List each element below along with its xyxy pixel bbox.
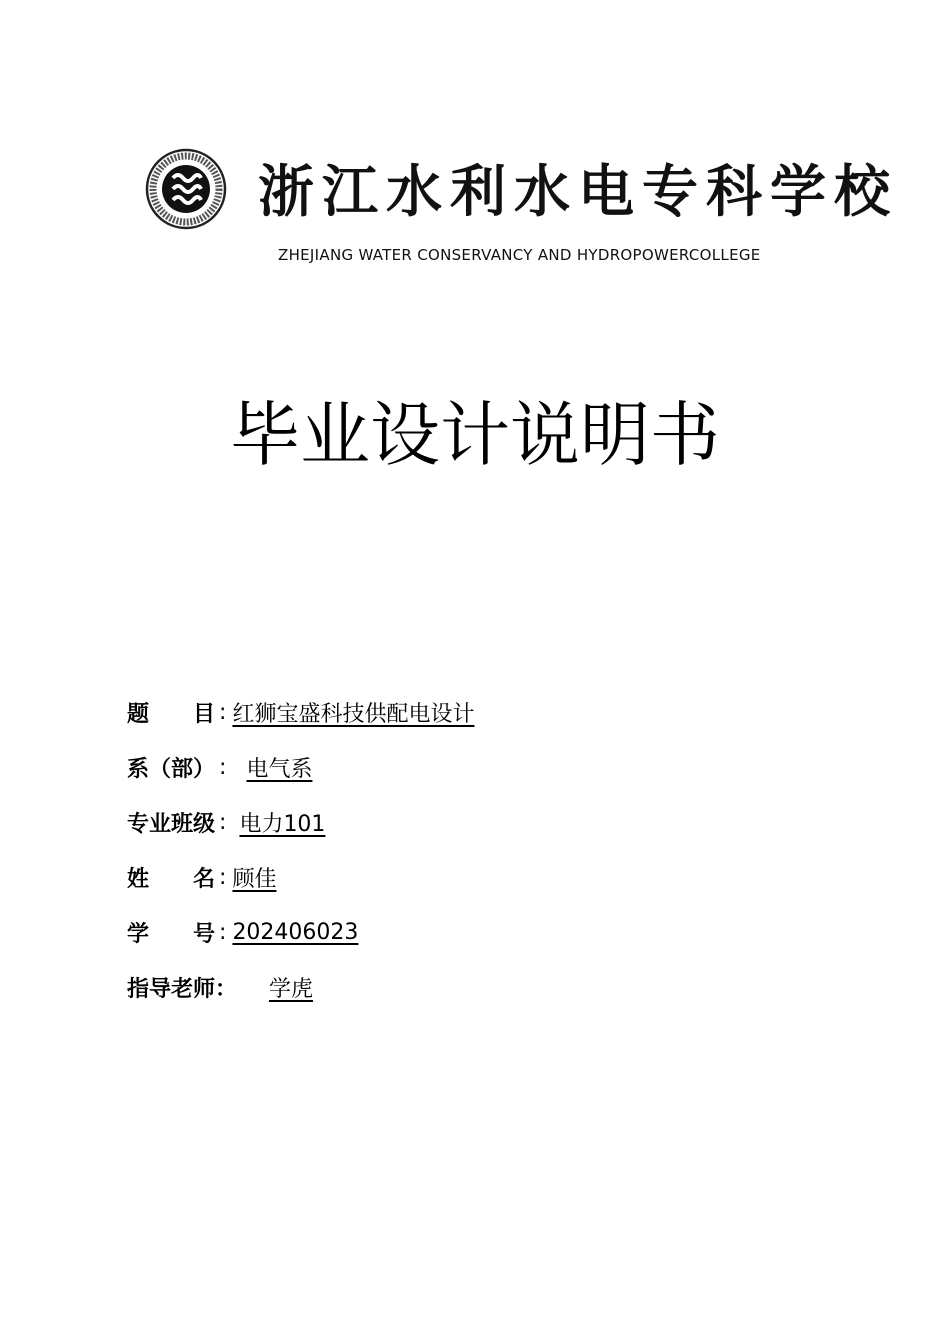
department-value: 电气系 <box>246 757 313 782</box>
advisor-value: 学虎 <box>269 977 314 1002</box>
student-id-label: 学 号 <box>127 922 216 947</box>
info-row-name <box>127 850 687 905</box>
info-row-advisor <box>127 960 687 1015</box>
info-row-major-class <box>127 795 687 850</box>
department-label: 系（部） <box>127 757 216 782</box>
cover-info-block <box>127 685 687 1015</box>
info-row-student-id <box>127 905 687 960</box>
topic-value: 红狮宝盛科技供配电设计 <box>232 702 475 727</box>
colon: : <box>219 810 227 835</box>
name-value: 顾佳 <box>232 867 277 892</box>
info-row-topic <box>127 685 687 740</box>
school-name-cn-text: 浙江水利水电专科学校 <box>258 159 898 225</box>
colon: : <box>219 865 227 890</box>
school-name-english: ZHEJIANG WATER CONSERVANCY AND HYDROPOWERCOLLEGE <box>278 246 761 264</box>
school-name-chinese <box>258 159 898 225</box>
colon: : <box>219 920 227 945</box>
major-class-label: 专业班级 <box>127 812 216 837</box>
school-seal-logo <box>145 148 227 230</box>
topic-label: 题 目 <box>127 702 216 727</box>
major-class-value: 电力101 <box>239 812 326 837</box>
colon: : <box>219 755 227 780</box>
student-id-value: 202406023 <box>232 920 359 945</box>
advisor-label: 指导老师： <box>127 977 238 1002</box>
info-row-department <box>127 740 687 795</box>
name-label: 姓 名 <box>127 867 216 892</box>
document-title: 毕业设计说明书 <box>230 394 720 476</box>
colon: : <box>219 700 227 725</box>
